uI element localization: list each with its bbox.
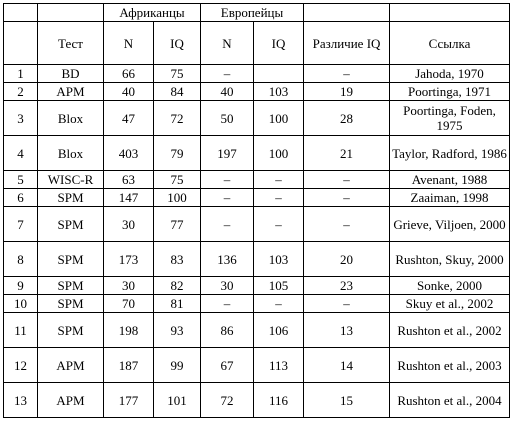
row-european-iq: 113 [254,348,304,383]
row-test: SPM [38,189,104,207]
row-african-n: 173 [104,242,154,277]
table-head [4,4,510,65]
header-empty-diff [304,4,390,22]
row-european-n: – [201,189,254,207]
table-row [4,348,510,383]
row-african-n: 30 [104,207,154,242]
row-reference: Jahoda, 1970 [390,65,510,83]
row-african-iq: 82 [154,277,201,295]
table-row [4,65,510,83]
row-iq-difference: – [304,65,390,83]
row-test: SPM [38,295,104,313]
row-iq-difference: 20 [304,242,390,277]
row-number: 8 [4,242,38,277]
table-body [4,65,510,418]
row-iq-difference: 19 [304,83,390,101]
row-reference: Avenant, 1988 [390,171,510,189]
row-african-iq: 75 [154,65,201,83]
row-test: SPM [38,313,104,348]
row-european-iq: 106 [254,313,304,348]
row-african-iq: 83 [154,242,201,277]
row-reference: Poortinga, Foden, 1975 [390,101,510,136]
row-test: APM [38,383,104,418]
row-number: 5 [4,171,38,189]
header-european-n: N [201,22,254,65]
row-european-n: 197 [201,136,254,171]
row-european-n: 50 [201,101,254,136]
row-european-iq: 116 [254,383,304,418]
row-reference: Sonke, 2000 [390,277,510,295]
row-reference: Taylor, Radford, 1986 [390,136,510,171]
header-empty-test [38,4,104,22]
row-iq-difference: 15 [304,383,390,418]
iq-table [3,3,510,418]
table-row [4,101,510,136]
row-european-iq: 100 [254,101,304,136]
table-row [4,189,510,207]
row-african-iq: 72 [154,101,201,136]
row-african-n: 40 [104,83,154,101]
row-european-n: – [201,171,254,189]
row-european-iq: – [254,207,304,242]
row-number: 3 [4,101,38,136]
row-number: 10 [4,295,38,313]
row-european-n: 30 [201,277,254,295]
row-reference: Rushton et al., 2003 [390,348,510,383]
row-test: Blox [38,136,104,171]
header-empty-ref [390,4,510,22]
row-reference: Rushton et al., 2002 [390,313,510,348]
row-iq-difference: 13 [304,313,390,348]
row-iq-difference: – [304,189,390,207]
row-european-iq: – [254,295,304,313]
row-test: SPM [38,277,104,295]
row-test: APM [38,348,104,383]
row-iq-difference: – [304,171,390,189]
row-iq-difference: – [304,295,390,313]
header-african-n: N [104,22,154,65]
table-row [4,313,510,348]
row-european-n: 136 [201,242,254,277]
row-number: 6 [4,189,38,207]
row-number: 11 [4,313,38,348]
header-row-columns [4,22,510,65]
header-reference: Ссылка [390,22,510,65]
row-african-iq: 100 [154,189,201,207]
row-reference: Grieve, Viljoen, 2000 [390,207,510,242]
row-european-iq: – [254,189,304,207]
row-european-n: 40 [201,83,254,101]
table-row [4,277,510,295]
header-african-iq: IQ [154,22,201,65]
header-test: Тест [38,22,104,65]
row-test: BD [38,65,104,83]
row-european-iq: 103 [254,83,304,101]
row-test: WISC-R [38,171,104,189]
row-african-n: 30 [104,277,154,295]
row-iq-difference: 21 [304,136,390,171]
row-african-iq: 99 [154,348,201,383]
row-number: 1 [4,65,38,83]
table-row [4,242,510,277]
row-african-n: 70 [104,295,154,313]
row-number: 12 [4,348,38,383]
header-iq-difference: Различие IQ [304,22,390,65]
row-african-iq: 93 [154,313,201,348]
row-african-n: 403 [104,136,154,171]
row-african-n: 47 [104,101,154,136]
row-african-iq: 101 [154,383,201,418]
row-european-iq: 105 [254,277,304,295]
table-row [4,136,510,171]
header-european-iq: IQ [254,22,304,65]
row-iq-difference: – [304,207,390,242]
row-iq-difference: 28 [304,101,390,136]
row-test: APM [38,83,104,101]
row-reference: Poortinga, 1971 [390,83,510,101]
row-african-iq: 79 [154,136,201,171]
row-european-n: 72 [201,383,254,418]
row-reference: Zaaiman, 1998 [390,189,510,207]
row-reference: Rushton et al., 2004 [390,383,510,418]
row-african-n: 187 [104,348,154,383]
header-european-group: Европейцы [201,4,304,22]
row-african-iq: 77 [154,207,201,242]
row-number: 9 [4,277,38,295]
table-row [4,83,510,101]
row-european-n: 67 [201,348,254,383]
row-african-n: 177 [104,383,154,418]
row-african-iq: 84 [154,83,201,101]
row-african-n: 63 [104,171,154,189]
row-african-iq: 75 [154,171,201,189]
row-number: 4 [4,136,38,171]
row-test: SPM [38,242,104,277]
table-row [4,171,510,189]
row-european-iq [254,65,304,83]
row-iq-difference: 14 [304,348,390,383]
row-european-n: – [201,295,254,313]
table-row [4,295,510,313]
row-european-n: – [201,65,254,83]
row-test: Blox [38,101,104,136]
row-number: 2 [4,83,38,101]
header-empty-num [4,4,38,22]
row-european-iq: – [254,171,304,189]
row-european-iq: 100 [254,136,304,171]
row-number: 13 [4,383,38,418]
table-row [4,383,510,418]
row-iq-difference: 23 [304,277,390,295]
header-african-group: Африканцы [104,4,201,22]
row-african-n: 66 [104,65,154,83]
header-num [4,22,38,65]
row-reference: Rushton, Skuy, 2000 [390,242,510,277]
row-european-n: 86 [201,313,254,348]
row-reference: Skuy et al., 2002 [390,295,510,313]
row-european-n: – [201,207,254,242]
header-row-groups [4,4,510,22]
row-european-iq: 103 [254,242,304,277]
row-test: SPM [38,207,104,242]
row-number: 7 [4,207,38,242]
row-african-n: 198 [104,313,154,348]
row-african-iq: 81 [154,295,201,313]
row-african-n: 147 [104,189,154,207]
table-row [4,207,510,242]
